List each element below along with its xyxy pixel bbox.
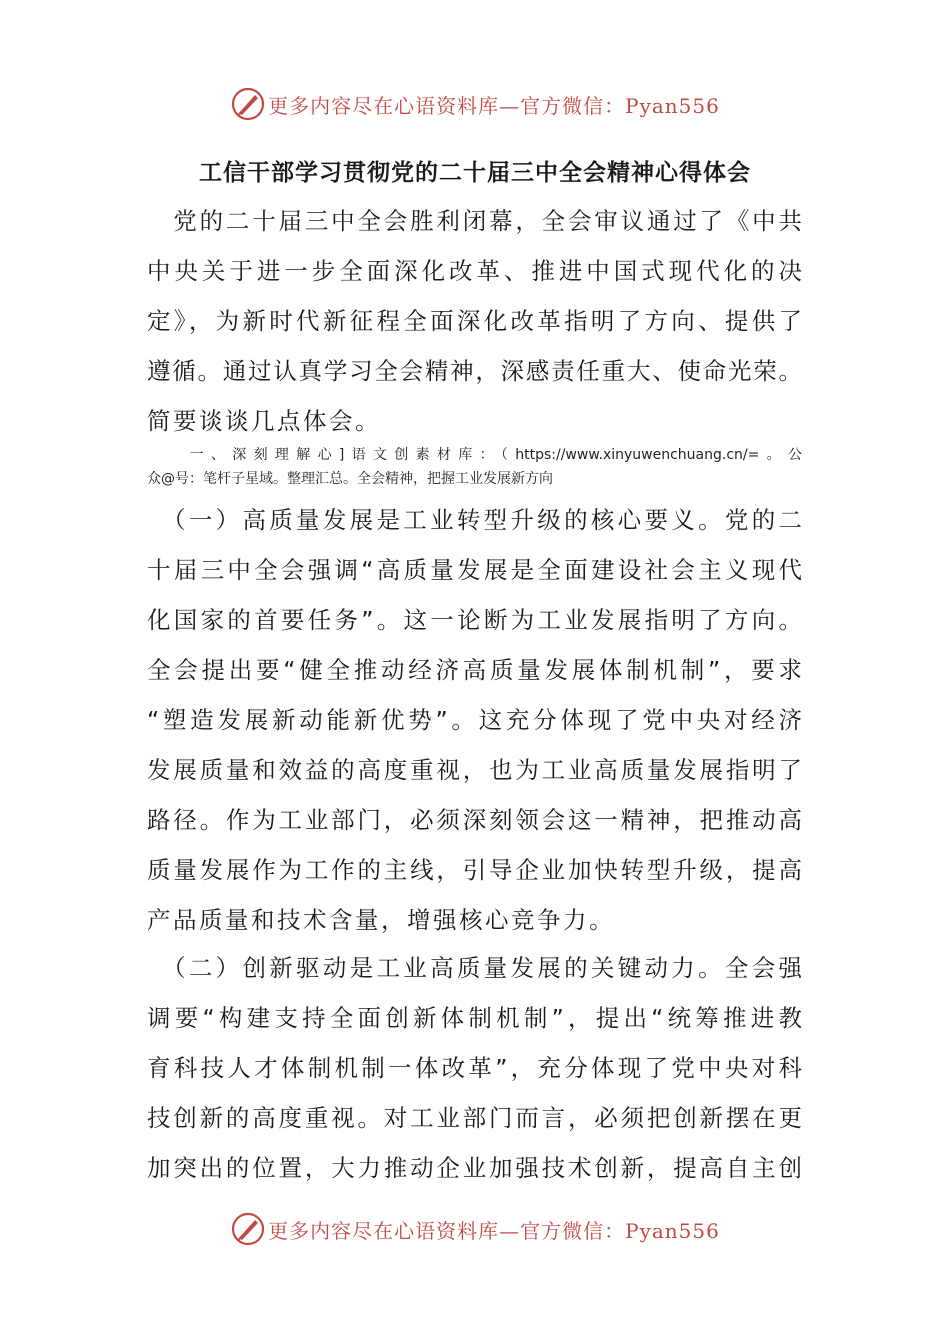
- text-line: 定》，为新时代新征程全面深化改革指明了方向、提供了: [147, 307, 802, 335]
- document-title: 工信干部学习贯彻党的二十届三中全会精神心得体会: [199, 160, 751, 186]
- section-heading-line: 众@号：笔杆子星域。整理汇总。全会精神，把握工业发展新方向: [147, 471, 553, 487]
- header-banner: [0, 84, 950, 124]
- footer-banner-text: 更多内容尽在心语资料库—官方微信：Pyan556: [268, 1218, 720, 1243]
- text-line: 技创新的高度重视。对工业部门而言，必须把创新摆在更: [147, 1104, 802, 1132]
- text-line: 发展质量和效益的高度重视，也为工业高质量发展指明了: [147, 756, 802, 784]
- text-line: （二）创新驱动是工业高质量发展的关键动力。全会强: [147, 954, 802, 982]
- quill-seal-icon: [230, 86, 266, 122]
- text-line: 调要“构建支持全面创新体制机制”，提出“统筹推进教: [147, 1004, 802, 1032]
- text-line: （一）高质量发展是工业转型升级的核心要义。党的二: [147, 506, 802, 534]
- text-line: 育科技人才体制机制一体改革”，充分体现了党中央对科: [147, 1054, 802, 1082]
- footer-banner: [0, 1209, 950, 1249]
- text-line: 质量发展作为工作的主线，引导企业加快转型升级，提高: [147, 856, 802, 884]
- text-line: 加突出的位置，大力推动企业加强技术创新，提高自主创: [147, 1154, 802, 1182]
- text-line: 简要谈谈几点体会。: [147, 407, 381, 435]
- text-line: “塑造发展新动能新优势”。这充分体现了党中央对经济: [147, 706, 802, 734]
- header-banner-text: 更多内容尽在心语资料库—官方微信：Pyan556: [268, 93, 720, 118]
- section-heading-line: 一、深刻理解心]语文创素材库：（https://www.xinyuwenchuang.cn/=。公: [147, 447, 802, 463]
- text-line: 党的二十届三中全会胜利闭幕，全会审议通过了《中共: [147, 207, 802, 235]
- text-line: 产品质量和技术含量，增强核心竞争力。: [147, 906, 615, 934]
- text-line: 十届三中全会强调“高质量发展是全面建设社会主义现代: [147, 556, 802, 584]
- text-line: 路径。作为工业部门，必须深刻领会这一精神，把推动高: [147, 806, 802, 834]
- text-line: 中央关于进一步全面深化改革、推进中国式现代化的决: [147, 257, 802, 285]
- text-line: 化国家的首要任务”。这一论断为工业发展指明了方向。: [147, 606, 802, 634]
- text-line: 遵循。通过认真学习全会精神，深感责任重大、使命光荣。: [147, 357, 802, 385]
- text-line: 全会提出要“健全推动经济高质量发展体制机制”，要求: [147, 656, 802, 684]
- quill-seal-icon: [230, 1211, 266, 1247]
